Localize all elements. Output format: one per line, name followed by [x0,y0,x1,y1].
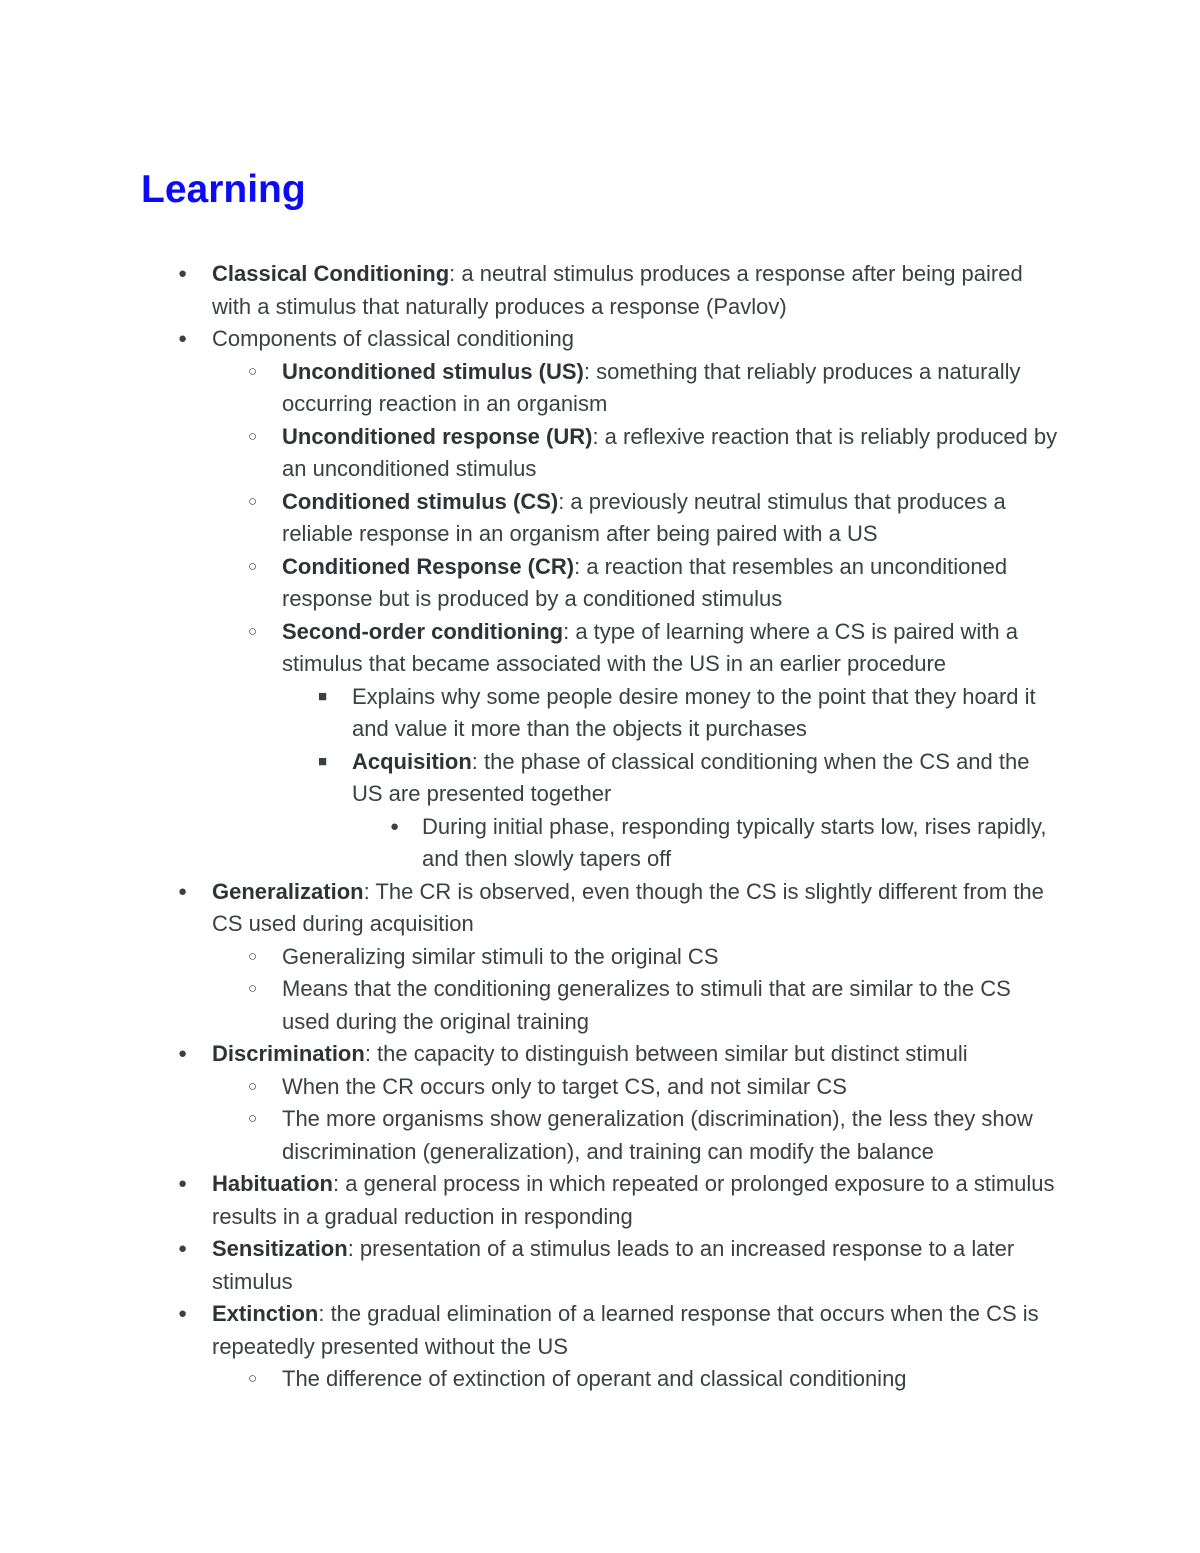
list-item-text [212,876,1062,941]
list-item-text [422,811,1062,876]
definition: : the gradual elimination of a learned response that occurs when the CS is repeatedly presented without the US [212,1301,1039,1359]
list-item-text [352,746,1064,811]
list-item [0,323,1200,356]
bullet-icon: ● [178,1045,188,1062]
list-item [0,1103,1200,1168]
list-item-text [212,1233,1062,1298]
bullet-icon: ● [178,1305,188,1322]
term: Habituation [212,1171,333,1196]
term: Conditioned Response (CR) [282,553,575,579]
definition: During initial phase, responding typically starts low, rises rapidly, and then slowly tapers off [422,813,1047,871]
bullet-icon: ○ [248,947,258,965]
bullet-icon: ○ [248,1077,258,1095]
bullet-icon: ● [178,882,188,900]
list-item [0,681,1200,746]
term: Extinction [212,1301,319,1326]
list-item [0,551,1200,616]
definition: : a general process in which repeated or prolonged exposure to a stimulus results in a gradual reduction in responding [212,1171,1055,1229]
definition: : the capacity to distinguish between similar but distinct stimuli [364,1041,968,1066]
bullet-icon: ○ [248,980,258,997]
list-item-text [282,486,1064,551]
list-item [0,746,1200,811]
definition: : a previously neutral stimulus that produces a reliable response in an organism after being paired with a US [282,488,1006,546]
bullet-icon: ○ [248,492,258,510]
term: Classical Conditioning [212,261,450,286]
list-item-text [282,616,1064,681]
definition: The more organisms show generalization (discrimination), the less they show discrimination (generalization), and training can modify the balance [282,1106,1033,1164]
definition: : a reaction that resembles an unconditioned response but is produced by a conditioned stimulus [282,553,1008,611]
bullet-icon: ● [178,330,188,347]
list-item-text [282,551,1064,616]
term: Acquisition [352,748,472,774]
definition: : a reflexive reaction that is reliably produced by an unconditioned stimulus [282,423,1058,481]
term: Unconditioned response (UR) [282,423,593,449]
definition: : something that reliably produces a naturally occurring reaction in an organism [282,358,1021,416]
bullet-icon: ■ [318,687,328,705]
list-item [0,486,1200,551]
definition: The difference of extinction of operant and classical conditioning [282,1366,907,1391]
list-item [0,1168,1200,1233]
bullet-icon: ○ [248,1110,258,1127]
bullet-icon: ○ [248,1370,258,1387]
list-item [0,811,1200,876]
list-item [0,941,1200,974]
list-item [0,876,1200,941]
list-item [0,1298,1200,1363]
notes-list [0,258,1200,1396]
definition: Generalizing similar stimuli to the original CS [282,943,719,969]
list-item-text [282,421,1064,486]
definition: : a type of learning where a CS is paired with a stimulus that became associated with the US in an earlier procedure [282,618,1019,676]
term: Discrimination [212,1041,365,1066]
list-item-text [282,1363,1064,1396]
term: Conditioned stimulus (CS) [282,488,559,514]
definition: When the CR occurs only to target CS, and not similar CS [282,1073,847,1099]
definition: Explains why some people desire money to the point that they hoard it and value it more than the objects it purchases [352,683,1036,741]
bullet-icon: ● [178,1240,188,1257]
definition: Components of classical conditioning [212,326,574,351]
term: Second-order conditioning [282,618,564,644]
bullet-icon: ■ [318,752,328,770]
list-item [0,1038,1200,1071]
bullet-icon: ○ [248,427,258,445]
list-item-text [282,973,1064,1038]
list-item [0,1363,1200,1396]
list-item-text [212,1298,1062,1363]
definition: Means that the conditioning generalizes to stimuli that are similar to the CS used during the original training [282,976,1011,1034]
definition: : the phase of classical conditioning when the CS and the US are presented together [352,748,1030,806]
list-item [0,421,1200,486]
term: Unconditioned stimulus (US) [282,358,584,384]
list-item-text [212,323,1062,356]
bullet-icon: ● [178,265,188,282]
bullet-icon: ○ [248,362,258,380]
list-item-text [282,941,1064,974]
list-item [0,258,1200,323]
bullet-icon: ● [178,1175,188,1192]
definition: : presentation of a stimulus leads to an increased response to a later stimulus [212,1236,1015,1294]
list-item-text [212,1038,1062,1071]
list-item [0,973,1200,1038]
term: Sensitization [212,1236,348,1261]
list-item [0,356,1200,421]
definition: : a neutral stimulus produces a response after being paired with a stimulus that naturally produces a response (Pavlov) [212,261,1023,319]
bullet-icon: ● [390,817,400,835]
list-item-text [212,1168,1062,1233]
list-item [0,1233,1200,1298]
definition: : The CR is observed, even though the CS is slightly different from the CS used during acquisition [212,878,1044,936]
list-item-text [282,1071,1064,1104]
document-title: Learning [141,168,306,211]
bullet-icon: ○ [248,557,258,575]
bullet-icon: ○ [248,622,258,640]
term: Generalization [212,878,364,904]
list-item [0,1071,1200,1104]
list-item-text [282,1103,1064,1168]
list-item [0,616,1200,681]
list-item-text [352,681,1064,746]
list-item-text [282,356,1064,421]
list-item-text [212,258,1062,323]
